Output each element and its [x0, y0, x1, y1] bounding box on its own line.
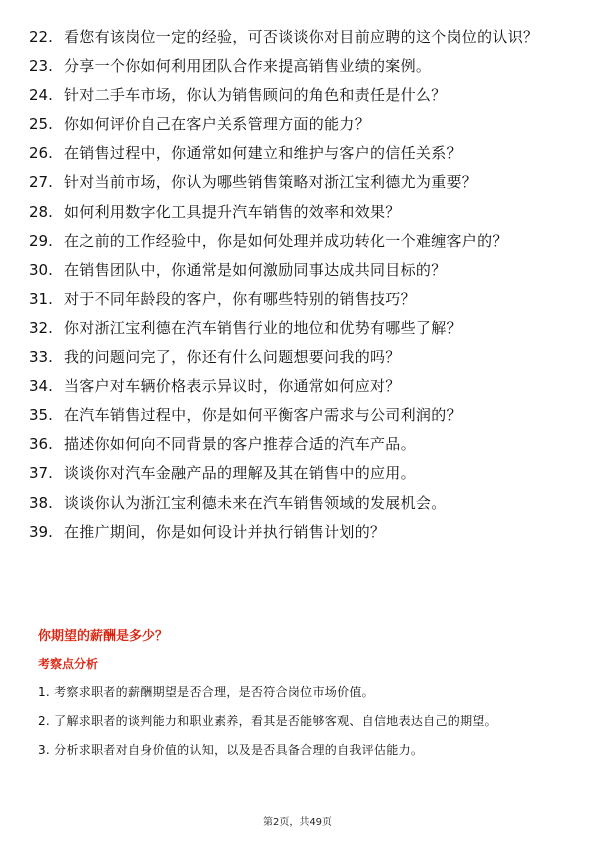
analysis-subtitle: 考察点分析	[38, 657, 99, 671]
question-text: 当客户对车辆价格表示异议时，你通常如何应对？	[64, 377, 401, 396]
question-item	[29, 462, 569, 484]
question-number: 38.	[29, 493, 53, 512]
question-item	[29, 201, 569, 223]
question-item	[29, 113, 569, 135]
question-text: 在之前的工作经验中，你是如何处理并成功转化一个难缠客户的？	[64, 231, 508, 250]
question-item	[29, 317, 569, 339]
question-text: 在推广期间，你是如何设计并执行销售计划的？	[64, 522, 386, 541]
question-number: 31.	[29, 289, 53, 308]
question-number: 29.	[29, 231, 53, 250]
question-item	[29, 433, 569, 455]
question-item	[29, 346, 569, 368]
question-item	[29, 521, 569, 543]
question-list	[29, 26, 569, 550]
question-number: 35.	[29, 406, 53, 425]
question-number: 39.	[29, 522, 53, 541]
question-text: 在销售团队中，你通常是如何激励同事达成共同目标的？	[64, 260, 447, 279]
analysis-point: 2. 了解求职者的谈判能力和职业素养，看其是否能够客观、自信地表达自己的期望。	[38, 714, 497, 728]
question-number: 32.	[29, 318, 53, 337]
analysis-point: 1. 考察求职者的薪酬期望是否合理，是否符合岗位市场价值。	[38, 685, 374, 699]
question-item	[29, 259, 569, 281]
question-item	[29, 492, 569, 514]
question-text: 分享一个你如何利用团队合作来提高销售业绩的案例。	[64, 57, 432, 76]
question-text: 对于不同年龄段的客户，你有哪些特别的销售技巧？	[64, 289, 416, 308]
question-text: 谈谈你认为浙江宝利德未来在汽车销售领域的发展机会。	[64, 493, 447, 512]
question-number: 28.	[29, 202, 53, 221]
question-item	[29, 288, 569, 310]
question-number: 23.	[29, 57, 53, 76]
question-text: 你如何评价自己在客户关系管理方面的能力？	[64, 115, 371, 134]
question-number: 24.	[29, 86, 53, 105]
question-number: 25.	[29, 115, 53, 134]
question-number: 26.	[29, 144, 53, 163]
question-item	[29, 142, 569, 164]
page-footer: 第2页，共49页	[262, 817, 333, 828]
question-number: 30.	[29, 260, 53, 279]
question-item	[29, 55, 569, 77]
question-number: 33.	[29, 348, 53, 367]
analysis-point: 3. 分析求职者对自身价值的认知，以及是否具备合理的自我评估能力。	[38, 743, 424, 757]
question-text: 在销售过程中，你通常如何建立和维护与客户的信任关系？	[64, 144, 462, 163]
question-number: 22.	[29, 28, 53, 46]
question-item	[29, 404, 569, 426]
question-text: 针对二手车市场，你认为销售顾问的角色和责任是什么？	[64, 86, 447, 105]
question-text: 在汽车销售过程中，你是如何平衡客户需求与公司利润的？	[64, 406, 462, 425]
question-item	[29, 84, 569, 106]
question-text: 看您有该岗位一定的经验，可否谈谈你对目前应聘的这个岗位的认识？	[64, 28, 539, 46]
question-item	[29, 26, 569, 48]
question-item	[29, 375, 569, 397]
question-text: 如何利用数字化工具提升汽车销售的效率和效果？	[64, 202, 401, 221]
question-text: 描述你如何向不同背景的客户推荐合适的汽车产品。	[64, 435, 416, 454]
question-item	[29, 230, 569, 252]
question-item	[29, 171, 569, 193]
question-text: 我的问题问完了，你还有什么问题想要问我的吗？	[64, 348, 401, 367]
question-number: 36.	[29, 435, 53, 454]
section-title: 你期望的薪酬是多少？	[38, 629, 169, 644]
question-text: 谈谈你对汽车金融产品的理解及其在销售中的应用。	[64, 464, 416, 483]
analysis-list	[38, 680, 560, 767]
question-number: 37.	[29, 464, 53, 483]
question-text: 你对浙江宝利德在汽车销售行业的地位和优势有哪些了解？	[64, 318, 462, 337]
question-number: 27.	[29, 173, 53, 192]
question-text: 针对当前市场，你认为哪些销售策略对浙江宝利德尤为重要？	[64, 173, 478, 192]
question-number: 34.	[29, 377, 53, 396]
